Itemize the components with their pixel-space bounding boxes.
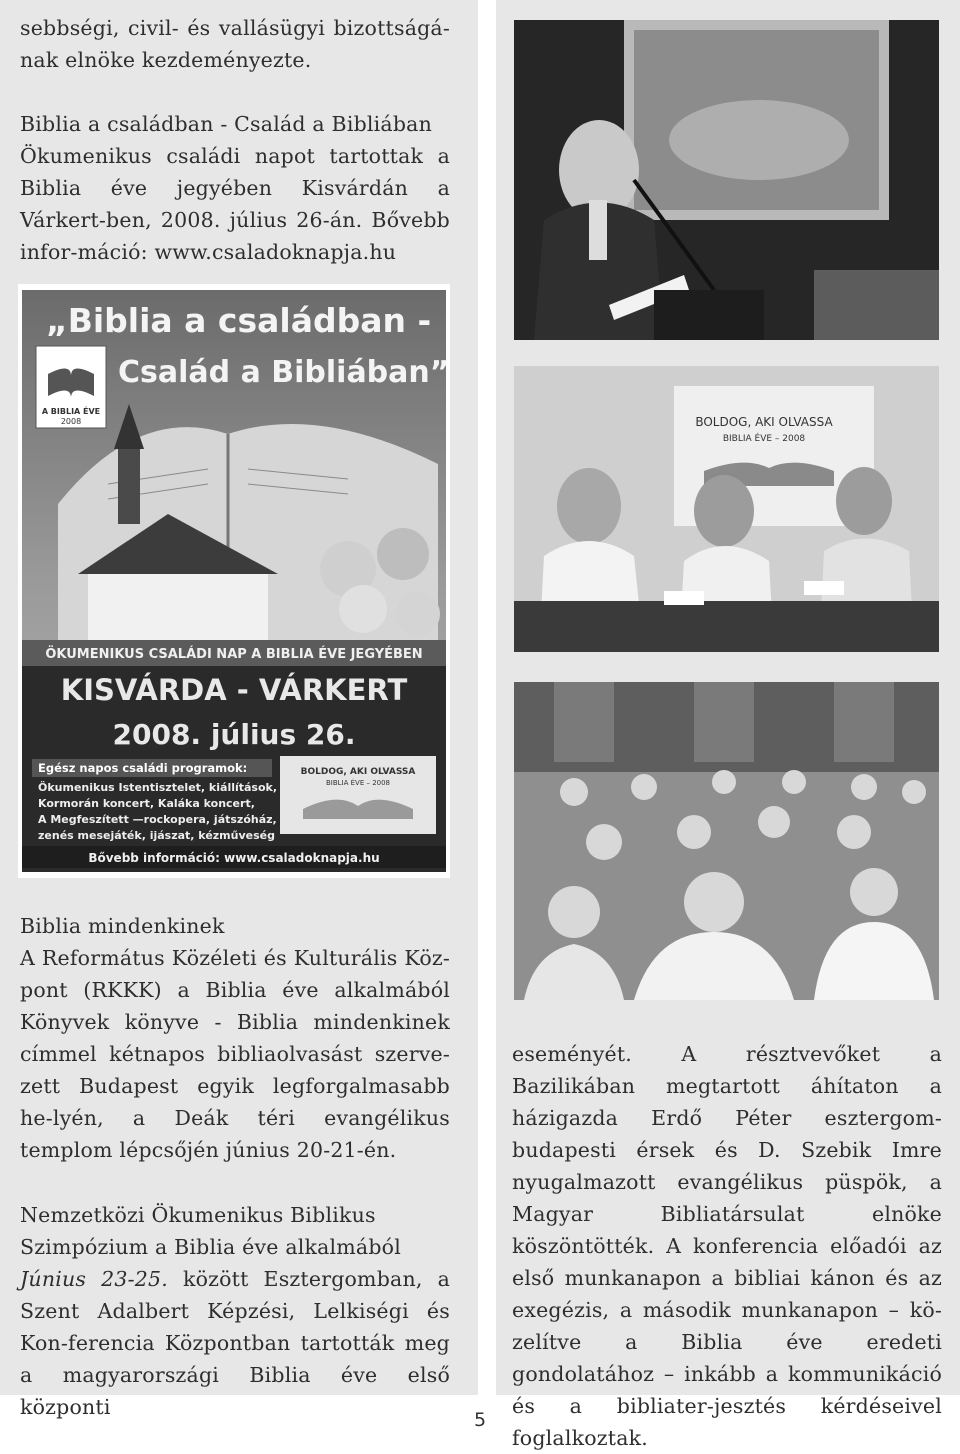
intro-text: sebbségi, civil- és vallásügyi bizottságá-nak elnöke kezdeményezte. [20, 16, 450, 72]
section-symposium-body [20, 1263, 450, 1423]
section-family-heading: Biblia a családban - Család a Bibliában [20, 112, 432, 136]
section-family-body: Ökumenikus családi napot tartottak a Biblia éve jegyében Kisvárdán a Várkert-ben, 2008. július 26-án. Bővebb infor-máció: www.csaladoknapja.hu [20, 144, 450, 264]
badge-title: BOLDOG, AKI OLVASSA [300, 767, 416, 777]
section-bible-for-all-body: A Református Közéleti és Kulturális Köz-pont (RKKK) a Biblia éve alkalmából Könyvek könyve - Biblia mindenkinek címmel kétnapos bibliaolvasást szerve-zett Budapest egyik legforgalmasabb he-lyén, a Deák téri evangélikus templom lépcsőjén június 20-21-én. [20, 946, 450, 1162]
program-line-1: Ökumenikus Istentisztelet, kiállítások, [38, 781, 278, 794]
photo-audience [514, 682, 939, 1000]
logo-text: A BIBLIA ÉVE [41, 407, 101, 416]
section-bible-for-all [20, 910, 450, 1166]
section-family [20, 108, 450, 268]
program-line-2: Kormorán koncert, Kaláka koncert, [38, 797, 255, 810]
panel-banner-line1: BOLDOG, AKI OLVASSA [695, 415, 833, 429]
section-symposium-heading-1: Nemzetközi Ökumenikus Biblikus [20, 1203, 376, 1227]
photo-panel [514, 366, 939, 652]
right-body [512, 1038, 942, 1454]
programs-title: Egész napos családi programok: [38, 761, 248, 775]
speaker-photo-graphic [514, 20, 939, 340]
symposium-dates: Június 23-25. [20, 1267, 168, 1291]
badge-sub: BIBLIA ÉVE – 2008 [325, 779, 391, 787]
section-symposium-heading-2: Szimpózium a Biblia éve alkalmából [20, 1235, 401, 1259]
intro-paragraph [20, 12, 450, 76]
right-body-text: eseményét. A résztvevőket a Bazilikában megtartott áhítaton a házigazda Erdő Péter esztergom-budapesti érsek és D. Szebik Imre nyugalmazott evangélikus püspök, a Magyar Bibliatársulat elnöke köszöntötték. A konferencia előadói az első munkanapon a bibliai kánon és az exegézis, a második munkanapon – kö-zelítve a Biblia éve eredeti gondolatához – inkább a kommunikáció és a bibliater-jesztés kérdéseivel foglalkoztak. [512, 1042, 942, 1450]
panel-photo-graphic [514, 366, 939, 652]
poster-title-1: „Biblia a családban - [46, 301, 432, 340]
program-line-4: zenés mesejáték, ijászat, kézműveség [38, 829, 275, 842]
page-number: 5 [473, 1409, 487, 1431]
poster-banner: ÖKUMENIKUS CSALÁDI NAP A BIBLIA ÉVE JEGYÉBEN [45, 647, 423, 662]
photo-speaker [514, 20, 939, 340]
poster-date: 2008. július 26. [112, 718, 356, 751]
section-symposium [20, 1199, 450, 1423]
program-line-3: A Megfeszített —rockopera, játszóház, [38, 813, 277, 826]
audience-photo-graphic [514, 682, 939, 1000]
event-poster [18, 284, 450, 878]
symposium-body-text: között Esztergomban, a Szent Adalbert Képzési, Lelkiségi és Kon-ferencia Központban tartották meg a magyarországi Biblia éve első központi [20, 1267, 450, 1419]
poster-info: Bővebb információ: www.csaladoknapja.hu [88, 851, 380, 865]
poster-title-2: Család a Bibliában” [118, 355, 450, 390]
panel-banner-line2: BIBLIA ÉVE – 2008 [722, 434, 806, 444]
section-bible-for-all-heading: Biblia mindenkinek [20, 914, 225, 938]
poster-place: KISVÁRDA - VÁRKERT [60, 673, 408, 707]
poster-graphic [18, 284, 450, 878]
logo-year: 2008 [60, 417, 82, 426]
